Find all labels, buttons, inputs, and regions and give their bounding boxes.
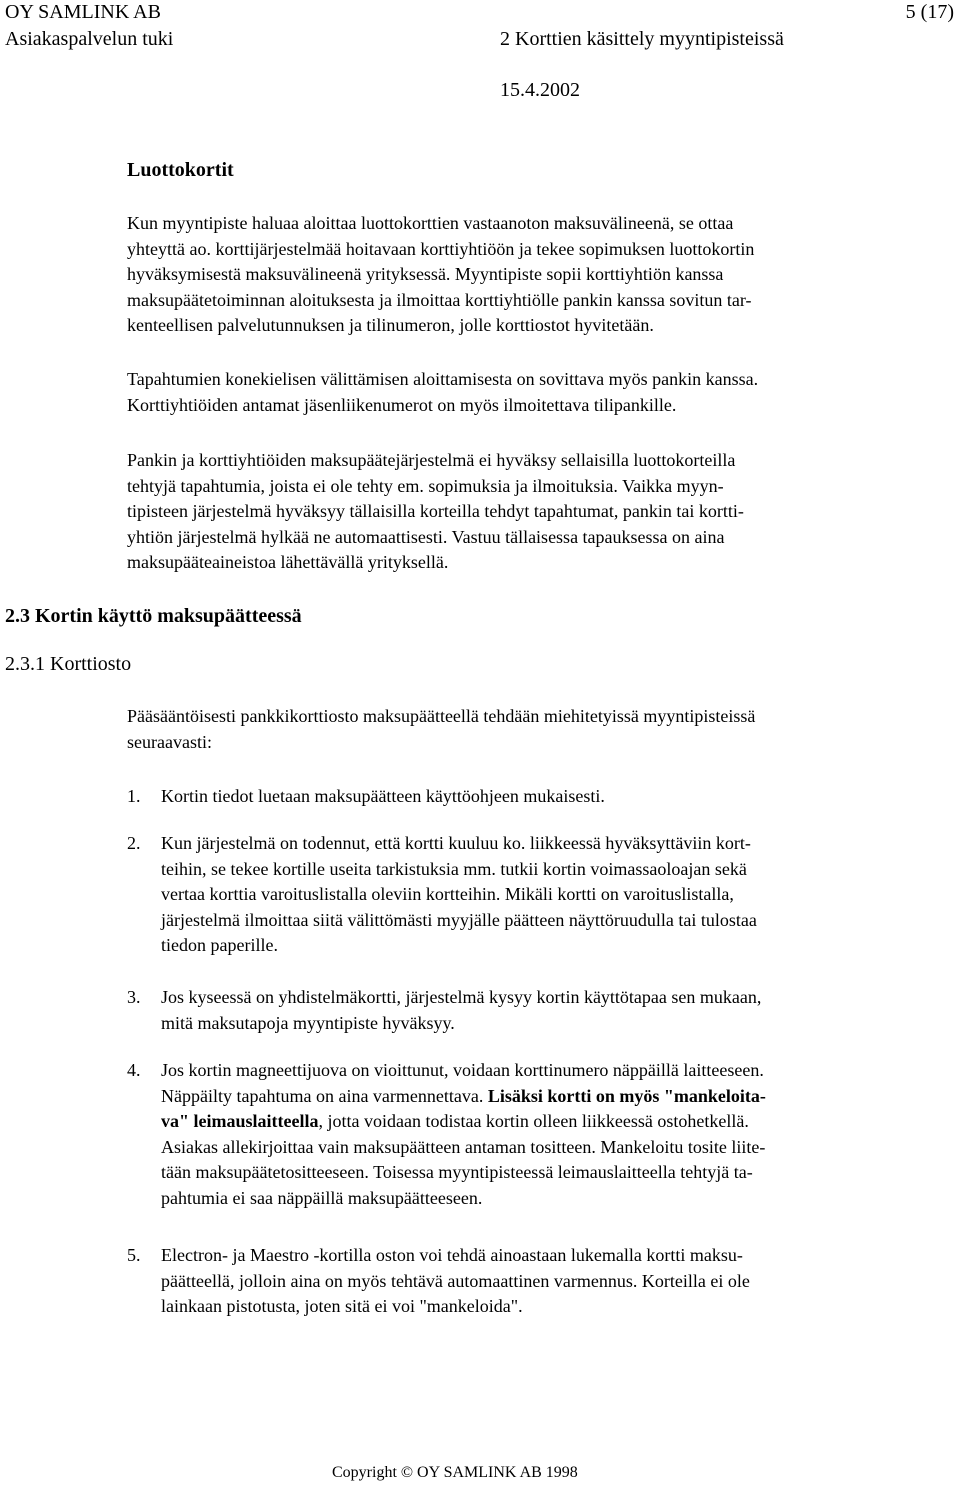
text-line: järjestelmä ilmoittaa siitä välittömästi myyjälle päätteen näyttöruudulla tai tulostaa	[161, 909, 757, 930]
text-line: teihin, se tekee kortille useita tarkistuksia mm. tutkii kortin voimassaoloajan sekä	[161, 858, 747, 879]
text-line: lainkaan pistotusta, joten sitä ei voi "mankeloida".	[161, 1296, 523, 1316]
text-line: tiedon paperille.	[161, 935, 278, 955]
list-number: 5.	[127, 1245, 141, 1265]
bold-text-fragment: va" leimauslaitteella	[161, 1111, 319, 1131]
text-line: hyväksymisestä maksuvälineenä yrityksessä. Myyntipiste sopii korttiyhtiön kanssa	[127, 264, 724, 284]
text-line: seuraavasti:	[127, 731, 212, 752]
text-line: yhtiön järjestelmä hylkää ne automaattisesti. Vastuu tällaisessa tapauksessa on aina	[127, 526, 725, 547]
chapter-title: 2 Korttien käsittely myyntipisteissä	[500, 28, 784, 50]
department: Asiakaspalvelun tuki	[5, 28, 174, 50]
text-line: Tapahtumien konekielisen välittämisen aloittamisesta on sovittava myös pankin kanssa.	[127, 369, 759, 389]
copyright-footer: Copyright © OY SAMLINK AB 1998	[332, 1464, 578, 1481]
luottokortit-paragraph-1	[127, 211, 927, 339]
subsection-heading: 2.3.1 Korttiosto	[5, 653, 132, 675]
text-line: Kun järjestelmä on todennut, että kortti kuuluu ko. liikkeessä hyväksyttäviin kort-	[161, 833, 751, 853]
text-fragment: Näppäilty tapahtuma on aina varmennettava.	[161, 1085, 488, 1106]
luottokortit-paragraph-2	[127, 367, 927, 418]
text-line	[161, 1109, 931, 1135]
text-line: Pääsääntöisesti pankkikorttiosto maksupäätteellä tehdään miehitetyissä myyntipisteissä	[127, 706, 756, 726]
text-line: kenteellisen palvelutunnuksen ja tilinumeron, jolle korttiostot hyvitetään.	[127, 315, 654, 335]
text-line: maksupääteaineistoa lähettävällä yrityksellä.	[127, 552, 449, 572]
text-line: Asiakas allekirjoittaa vain maksupäätteen antaman tositteen. Mankeloitu tosite liite-	[161, 1136, 766, 1157]
text-fragment: , jotta voidaan todistaa kortin olleen liikkeessä ostohetkellä.	[318, 1111, 749, 1131]
list-number: 3.	[127, 987, 141, 1007]
text-line: vertaa korttia varoituslistalla oleviin kortteihin. Mikäli kortti on varoituslistalla,	[161, 884, 734, 904]
korttiosto-intro	[127, 704, 927, 755]
text-line: tään maksupäätetositteeseen. Toisessa myyntipisteessä leimauslaitteella tehtyjä ta-	[161, 1162, 753, 1182]
text-line: tipisteen järjestelmä hyväksyy tällaisilla korteilla tehdyt tapahtumat, pankin tai kortti-	[127, 501, 744, 521]
luottokortit-heading: Luottokortit	[127, 159, 234, 181]
company-name: OY SAMLINK AB	[5, 1, 161, 23]
list-number: 1.	[127, 786, 141, 806]
luottokortit-paragraph-3	[127, 448, 927, 576]
document-date: 15.4.2002	[500, 79, 580, 101]
text-line: pahtumia ei saa näppäillä maksupäätteeseen.	[161, 1187, 483, 1208]
text-line: Kun myyntipiste haluaa aloittaa luottokorttien vastaanoton maksuvälineenä, se ottaa	[127, 213, 734, 233]
page-number: 5 (17)	[905, 1, 954, 23]
text-line: Jos kyseessä on yhdistelmäkortti, järjestelmä kysyy kortin käyttötapaa sen mukaan,	[161, 987, 762, 1007]
text-line: tehtyjä tapahtumia, joista ei ole tehty em. sopimuksia ja ilmoituksia. Vaikka myyn-	[127, 475, 724, 496]
text-line: yhteyttä ao. korttijärjestelmää hoitavaan korttiyhtiöön ja tekee sopimuksen luottokortin	[127, 238, 755, 259]
text-line: Electron- ja Maestro -kortilla oston voi tehdä ainoastaan lukemalla kortti maksu-	[161, 1245, 743, 1265]
section-heading: 2.3 Kortin käyttö maksupäätteessä	[5, 605, 302, 627]
text-line: maksupäätetoiminnan aloituksesta ja ilmoittaa korttiyhtiölle pankin kanssa sovitun tar-	[127, 289, 752, 310]
text-line: päätteellä, jolloin aina on myös tehtävä automaattinen varmennus. Korteilla ei ole	[161, 1270, 750, 1291]
text-line: Jos kortin magneettijuova on vioittunut, voidaan korttinumero näppäillä laitteeseen.	[161, 1060, 764, 1080]
text-line: mitä maksutapoja myyntipiste hyväksyy.	[161, 1012, 455, 1033]
text-line: Kortin tiedot luetaan maksupäätteen käyttöohjeen mukaisesti.	[161, 786, 605, 806]
text-line: Korttiyhtiöiden antamat jäsenliikenumerot on myös ilmoitettava tilipankille.	[127, 394, 677, 415]
bold-text-fragment: Lisäksi kortti on myös "mankeloita-	[487, 1085, 766, 1106]
list-number: 4.	[127, 1060, 141, 1080]
text-line: Pankin ja korttiyhtiöiden maksupäätejärjestelmä ei hyväksy sellaisilla luottokorteilla	[127, 450, 736, 470]
text-line	[161, 1084, 931, 1110]
list-number: 2.	[127, 833, 141, 853]
